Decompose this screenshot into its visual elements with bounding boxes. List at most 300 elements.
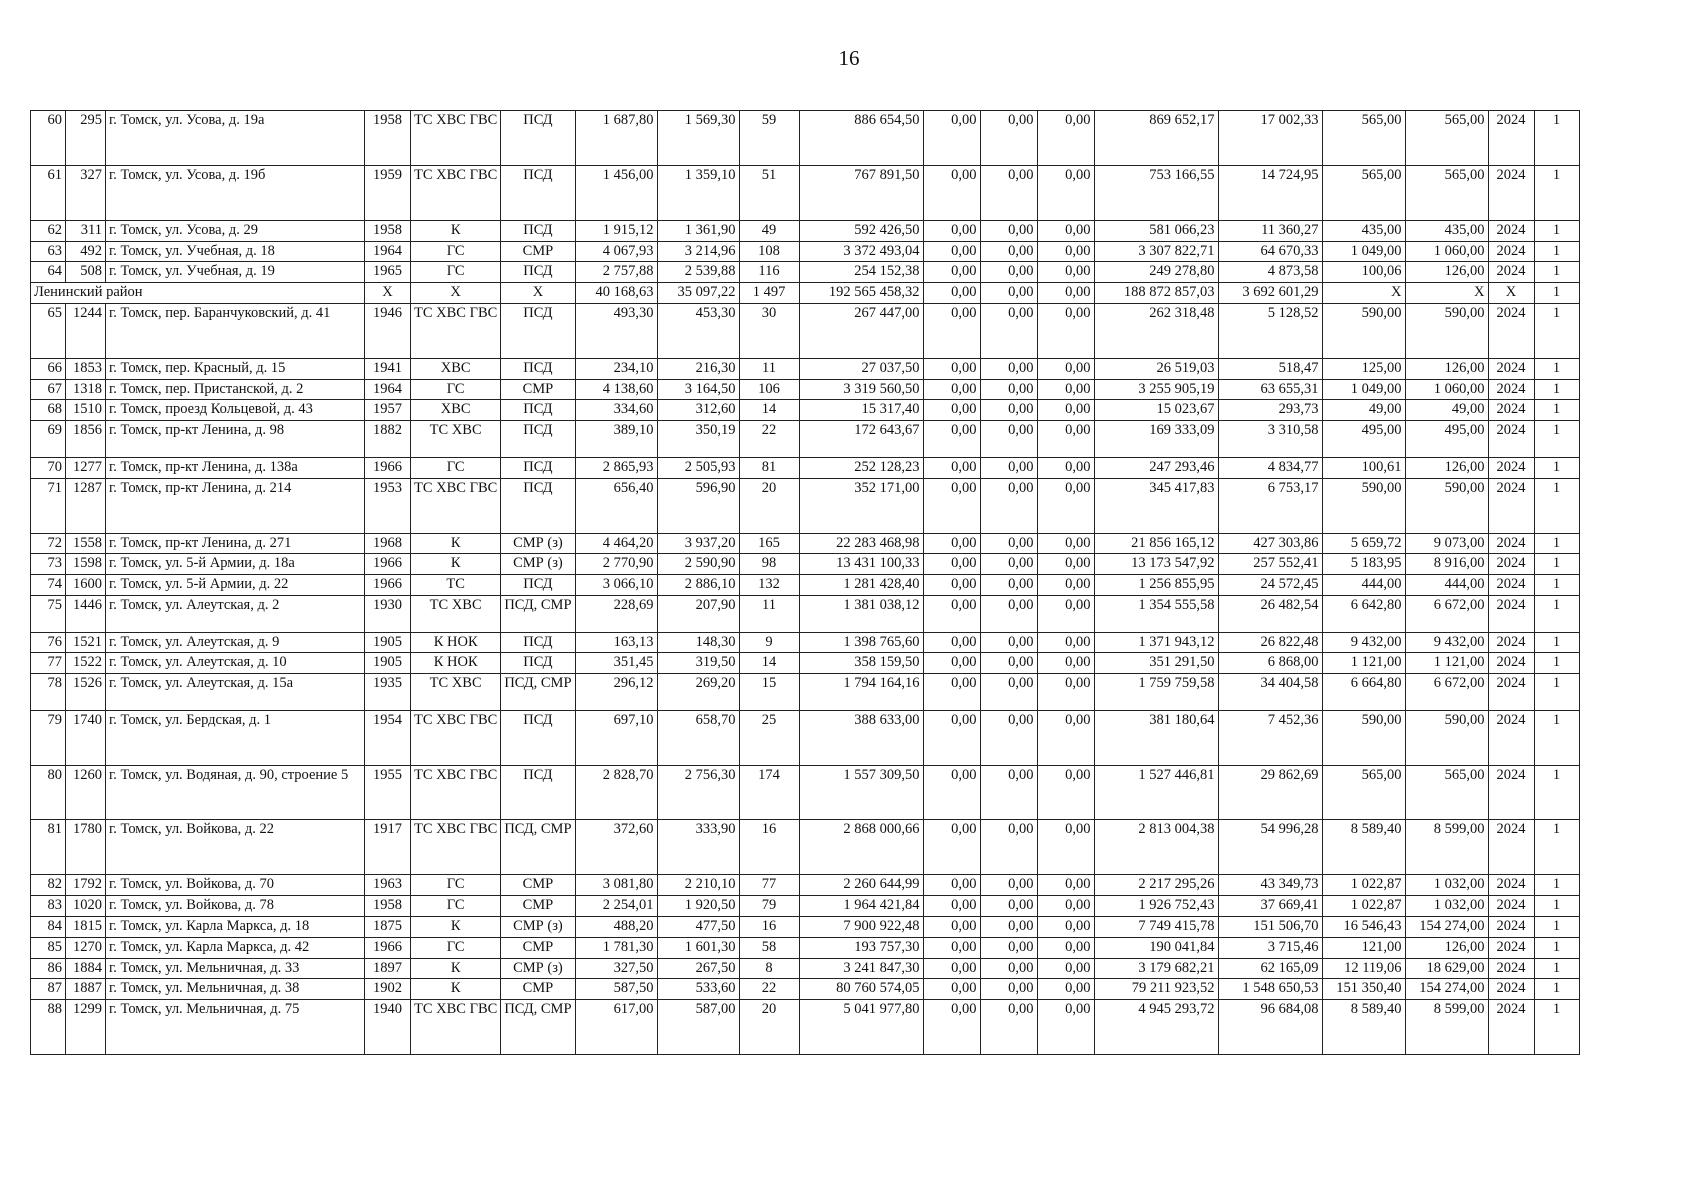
engineering-systems-cell: ГС: [411, 241, 501, 262]
max-cost-cell: 18 629,00: [1405, 958, 1488, 979]
fund-source-1-cell: 0,00: [923, 595, 980, 632]
living-area-cell: 596,90: [657, 478, 739, 533]
house-id-cell: 1887: [66, 979, 106, 1000]
address-cell: г. Томск, ул. Водяная, д. 90, строение 5: [106, 765, 365, 820]
plan-year-cell: 2024: [1488, 820, 1534, 875]
fund-source-3-cell: 0,00: [1037, 710, 1094, 765]
total-cost-cell: 13 431 100,33: [799, 554, 923, 575]
total-cost-cell: 2 260 644,99: [799, 875, 923, 896]
fund-source-1-cell: 0,00: [923, 674, 980, 711]
fund-source-1-cell: 0,00: [923, 379, 980, 400]
living-area-cell: 2 756,30: [657, 765, 739, 820]
engineering-systems-cell: ТС: [411, 575, 501, 596]
engineering-systems-cell: ТС ХВС ГВС: [411, 303, 501, 358]
address-cell: г. Томск, ул. Войкова, д. 70: [106, 875, 365, 896]
max-cost-cell: 154 274,00: [1405, 979, 1488, 1000]
house-id-cell: 1260: [66, 765, 106, 820]
residents-count-cell: 79: [739, 896, 799, 917]
fund-source-2-cell: 0,00: [980, 674, 1037, 711]
work-type-cell: СМР: [501, 979, 575, 1000]
plan-year-cell: 2024: [1488, 575, 1534, 596]
total-area-cell: 2 254,01: [575, 896, 657, 917]
marker-cell: 1: [1534, 358, 1579, 379]
total-area-cell: 493,30: [575, 303, 657, 358]
total-area-cell: 389,10: [575, 421, 657, 458]
fund-source-1-cell: 0,00: [923, 916, 980, 937]
max-cost-cell: 1 060,00: [1405, 379, 1488, 400]
house-id-cell: 1558: [66, 533, 106, 554]
plan-year-cell: 2024: [1488, 457, 1534, 478]
total-area-cell: 372,60: [575, 820, 657, 875]
specific-cost-cell: 121,00: [1322, 937, 1405, 958]
specific-cost-cell: X: [1322, 283, 1405, 304]
fund-source-2-cell: 0,00: [980, 111, 1037, 166]
regional-fund-cell: 2 813 004,38: [1094, 820, 1218, 875]
table-row: [31, 111, 1580, 166]
owners-funds-cell: 26 822,48: [1218, 632, 1322, 653]
fund-source-1-cell: 0,00: [923, 765, 980, 820]
build-year-cell: 1955: [365, 765, 411, 820]
fund-source-3-cell: 0,00: [1037, 937, 1094, 958]
row-number-cell: 83: [31, 896, 66, 917]
total-area-cell: 40 168,63: [575, 283, 657, 304]
table-row: [31, 220, 1580, 241]
total-area-cell: 234,10: [575, 358, 657, 379]
residents-count-cell: 165: [739, 533, 799, 554]
regional-fund-cell: 249 278,80: [1094, 262, 1218, 283]
regional-fund-cell: 2 217 295,26: [1094, 875, 1218, 896]
fund-source-2-cell: 0,00: [980, 421, 1037, 458]
fund-source-1-cell: 0,00: [923, 111, 980, 166]
residents-count-cell: 16: [739, 820, 799, 875]
marker-cell: 1: [1534, 283, 1579, 304]
total-cost-cell: 3 319 560,50: [799, 379, 923, 400]
living-area-cell: 148,30: [657, 632, 739, 653]
specific-cost-cell: 435,00: [1322, 220, 1405, 241]
owners-funds-cell: 293,73: [1218, 400, 1322, 421]
specific-cost-cell: 5 183,95: [1322, 554, 1405, 575]
total-cost-cell: 254 152,38: [799, 262, 923, 283]
residents-count-cell: 15: [739, 674, 799, 711]
address-cell: г. Томск, пер. Баранчуковский, д. 41: [106, 303, 365, 358]
residents-count-cell: 77: [739, 875, 799, 896]
engineering-systems-cell: К: [411, 958, 501, 979]
marker-cell: 1: [1534, 979, 1579, 1000]
fund-source-3-cell: 0,00: [1037, 575, 1094, 596]
row-number-cell: 82: [31, 875, 66, 896]
regional-fund-cell: 351 291,50: [1094, 653, 1218, 674]
total-area-cell: 4 067,93: [575, 241, 657, 262]
engineering-systems-cell: X: [411, 283, 501, 304]
fund-source-2-cell: 0,00: [980, 165, 1037, 220]
table-row: [31, 896, 1580, 917]
owners-funds-cell: 1 548 650,53: [1218, 979, 1322, 1000]
table-row: [31, 165, 1580, 220]
fund-source-2-cell: 0,00: [980, 400, 1037, 421]
fund-source-2-cell: 0,00: [980, 478, 1037, 533]
work-type-cell: СМР: [501, 241, 575, 262]
living-area-cell: 1 920,50: [657, 896, 739, 917]
total-area-cell: 656,40: [575, 478, 657, 533]
engineering-systems-cell: ТС ХВС ГВС: [411, 111, 501, 166]
fund-source-2-cell: 0,00: [980, 1000, 1037, 1055]
max-cost-cell: X: [1405, 283, 1488, 304]
total-cost-cell: 358 159,50: [799, 653, 923, 674]
engineering-systems-cell: ТС ХВС ГВС: [411, 820, 501, 875]
owners-funds-cell: 29 862,69: [1218, 765, 1322, 820]
work-type-cell: ПСД: [501, 710, 575, 765]
regional-fund-cell: 869 652,17: [1094, 111, 1218, 166]
table-row: [31, 533, 1580, 554]
fund-source-3-cell: 0,00: [1037, 421, 1094, 458]
house-id-cell: 1299: [66, 1000, 106, 1055]
row-number-cell: 70: [31, 457, 66, 478]
table-row: [31, 937, 1580, 958]
max-cost-cell: 126,00: [1405, 262, 1488, 283]
row-number-cell: 65: [31, 303, 66, 358]
fund-source-3-cell: 0,00: [1037, 283, 1094, 304]
address-cell: г. Томск, проезд Кольцевой, д. 43: [106, 400, 365, 421]
fund-source-2-cell: 0,00: [980, 937, 1037, 958]
total-cost-cell: 1 557 309,50: [799, 765, 923, 820]
max-cost-cell: 1 121,00: [1405, 653, 1488, 674]
row-number-cell: 88: [31, 1000, 66, 1055]
plan-year-cell: 2024: [1488, 533, 1534, 554]
fund-source-1-cell: 0,00: [923, 400, 980, 421]
marker-cell: 1: [1534, 674, 1579, 711]
row-number-cell: 86: [31, 958, 66, 979]
total-area-cell: 587,50: [575, 979, 657, 1000]
max-cost-cell: 49,00: [1405, 400, 1488, 421]
engineering-systems-cell: ТС ХВС: [411, 421, 501, 458]
living-area-cell: 3 214,96: [657, 241, 739, 262]
living-area-cell: 319,50: [657, 653, 739, 674]
owners-funds-cell: 54 996,28: [1218, 820, 1322, 875]
build-year-cell: 1882: [365, 421, 411, 458]
house-id-cell: 327: [66, 165, 106, 220]
build-year-cell: 1957: [365, 400, 411, 421]
marker-cell: 1: [1534, 575, 1579, 596]
work-type-cell: ПСД: [501, 111, 575, 166]
total-cost-cell: 192 565 458,32: [799, 283, 923, 304]
living-area-cell: 333,90: [657, 820, 739, 875]
living-area-cell: 207,90: [657, 595, 739, 632]
house-id-cell: 1522: [66, 653, 106, 674]
max-cost-cell: 126,00: [1405, 457, 1488, 478]
total-area-cell: 163,13: [575, 632, 657, 653]
build-year-cell: 1897: [365, 958, 411, 979]
owners-funds-cell: 17 002,33: [1218, 111, 1322, 166]
engineering-systems-cell: ТС ХВС ГВС: [411, 1000, 501, 1055]
fund-source-2-cell: 0,00: [980, 241, 1037, 262]
address-cell: г. Томск, ул. Войкова, д. 78: [106, 896, 365, 917]
work-type-cell: ПСД: [501, 653, 575, 674]
work-type-cell: ПСД: [501, 220, 575, 241]
engineering-systems-cell: ТС ХВС ГВС: [411, 478, 501, 533]
work-type-cell: ПСД: [501, 457, 575, 478]
fund-source-3-cell: 0,00: [1037, 554, 1094, 575]
specific-cost-cell: 8 589,40: [1322, 820, 1405, 875]
plan-year-cell: 2024: [1488, 400, 1534, 421]
engineering-systems-cell: ТС ХВС: [411, 595, 501, 632]
total-area-cell: 488,20: [575, 916, 657, 937]
address-cell: г. Томск, ул. 5-й Армии, д. 22: [106, 575, 365, 596]
residents-count-cell: 49: [739, 220, 799, 241]
house-id-cell: 508: [66, 262, 106, 283]
max-cost-cell: 435,00: [1405, 220, 1488, 241]
owners-funds-cell: 3 310,58: [1218, 421, 1322, 458]
total-cost-cell: 80 760 574,05: [799, 979, 923, 1000]
residents-count-cell: 108: [739, 241, 799, 262]
residents-count-cell: 22: [739, 979, 799, 1000]
work-type-cell: ПСД: [501, 262, 575, 283]
engineering-systems-cell: К: [411, 533, 501, 554]
build-year-cell: 1958: [365, 220, 411, 241]
build-year-cell: 1954: [365, 710, 411, 765]
max-cost-cell: 8 916,00: [1405, 554, 1488, 575]
living-area-cell: 312,60: [657, 400, 739, 421]
build-year-cell: 1964: [365, 241, 411, 262]
table-row: [31, 875, 1580, 896]
owners-funds-cell: 6 753,17: [1218, 478, 1322, 533]
fund-source-1-cell: 0,00: [923, 653, 980, 674]
address-cell: г. Томск, ул. Усова, д. 19б: [106, 165, 365, 220]
engineering-systems-cell: ГС: [411, 457, 501, 478]
marker-cell: 1: [1534, 632, 1579, 653]
regional-fund-cell: 1 926 752,43: [1094, 896, 1218, 917]
table-row: [31, 400, 1580, 421]
total-area-cell: 1 781,30: [575, 937, 657, 958]
table-row: [31, 916, 1580, 937]
plan-year-cell: 2024: [1488, 554, 1534, 575]
engineering-systems-cell: ТС ХВС: [411, 674, 501, 711]
house-id-cell: 1287: [66, 478, 106, 533]
row-number-cell: 71: [31, 478, 66, 533]
total-cost-cell: 252 128,23: [799, 457, 923, 478]
address-cell: г. Томск, ул. Учебная, д. 19: [106, 262, 365, 283]
address-cell: г. Томск, ул. Мельничная, д. 75: [106, 1000, 365, 1055]
total-area-cell: 2 757,88: [575, 262, 657, 283]
owners-funds-cell: 43 349,73: [1218, 875, 1322, 896]
fund-source-1-cell: 0,00: [923, 262, 980, 283]
specific-cost-cell: 49,00: [1322, 400, 1405, 421]
residents-count-cell: 116: [739, 262, 799, 283]
max-cost-cell: 9 073,00: [1405, 533, 1488, 554]
fund-source-3-cell: 0,00: [1037, 220, 1094, 241]
regional-fund-cell: 190 041,84: [1094, 937, 1218, 958]
marker-cell: 1: [1534, 653, 1579, 674]
specific-cost-cell: 1 049,00: [1322, 241, 1405, 262]
total-cost-cell: 267 447,00: [799, 303, 923, 358]
plan-year-cell: 2024: [1488, 111, 1534, 166]
owners-funds-cell: 518,47: [1218, 358, 1322, 379]
address-cell: г. Томск, пр-кт Ленина, д. 271: [106, 533, 365, 554]
total-cost-cell: 1 381 038,12: [799, 595, 923, 632]
fund-source-3-cell: 0,00: [1037, 979, 1094, 1000]
plan-year-cell: 2024: [1488, 595, 1534, 632]
specific-cost-cell: 151 350,40: [1322, 979, 1405, 1000]
house-id-cell: 1270: [66, 937, 106, 958]
house-id-cell: 1856: [66, 421, 106, 458]
owners-funds-cell: 14 724,95: [1218, 165, 1322, 220]
total-area-cell: 3 081,80: [575, 875, 657, 896]
owners-funds-cell: 427 303,86: [1218, 533, 1322, 554]
fund-source-2-cell: 0,00: [980, 820, 1037, 875]
row-number-cell: 84: [31, 916, 66, 937]
max-cost-cell: 6 672,00: [1405, 595, 1488, 632]
plan-year-cell: 2024: [1488, 875, 1534, 896]
plan-year-cell: 2024: [1488, 358, 1534, 379]
living-area-cell: 267,50: [657, 958, 739, 979]
specific-cost-cell: 6 642,80: [1322, 595, 1405, 632]
living-area-cell: 477,50: [657, 916, 739, 937]
plan-year-cell: 2024: [1488, 710, 1534, 765]
fund-source-2-cell: 0,00: [980, 303, 1037, 358]
living-area-cell: 587,00: [657, 1000, 739, 1055]
plan-year-cell: 2024: [1488, 1000, 1534, 1055]
engineering-systems-cell: К: [411, 554, 501, 575]
residents-count-cell: 14: [739, 400, 799, 421]
total-cost-cell: 7 900 922,48: [799, 916, 923, 937]
residents-count-cell: 106: [739, 379, 799, 400]
specific-cost-cell: 16 546,43: [1322, 916, 1405, 937]
row-number-cell: 64: [31, 262, 66, 283]
build-year-cell: 1963: [365, 875, 411, 896]
regional-fund-cell: 7 749 415,78: [1094, 916, 1218, 937]
house-id-cell: 1792: [66, 875, 106, 896]
regional-fund-cell: 262 318,48: [1094, 303, 1218, 358]
fund-source-1-cell: 0,00: [923, 575, 980, 596]
marker-cell: 1: [1534, 421, 1579, 458]
max-cost-cell: 9 432,00: [1405, 632, 1488, 653]
engineering-systems-cell: ГС: [411, 875, 501, 896]
regional-fund-cell: 1 354 555,58: [1094, 595, 1218, 632]
build-year-cell: 1953: [365, 478, 411, 533]
owners-funds-cell: 4 834,77: [1218, 457, 1322, 478]
build-year-cell: 1964: [365, 379, 411, 400]
regional-fund-cell: 15 023,67: [1094, 400, 1218, 421]
work-type-cell: ПСД: [501, 358, 575, 379]
marker-cell: 1: [1534, 916, 1579, 937]
table-row: [31, 358, 1580, 379]
total-area-cell: 2 770,90: [575, 554, 657, 575]
owners-funds-cell: 151 506,70: [1218, 916, 1322, 937]
max-cost-cell: 590,00: [1405, 710, 1488, 765]
total-cost-cell: 767 891,50: [799, 165, 923, 220]
total-cost-cell: 886 654,50: [799, 111, 923, 166]
total-cost-cell: 2 868 000,66: [799, 820, 923, 875]
build-year-cell: 1966: [365, 457, 411, 478]
regional-fund-cell: 3 307 822,71: [1094, 241, 1218, 262]
residents-count-cell: 8: [739, 958, 799, 979]
address-cell: г. Томск, ул. Усова, д. 29: [106, 220, 365, 241]
living-area-cell: 1 601,30: [657, 937, 739, 958]
owners-funds-cell: 5 128,52: [1218, 303, 1322, 358]
housing-repair-table: [30, 110, 1580, 1055]
total-area-cell: 334,60: [575, 400, 657, 421]
fund-source-3-cell: 0,00: [1037, 262, 1094, 283]
specific-cost-cell: 1 049,00: [1322, 379, 1405, 400]
living-area-cell: 2 886,10: [657, 575, 739, 596]
fund-source-2-cell: 0,00: [980, 554, 1037, 575]
house-id-cell: 1244: [66, 303, 106, 358]
max-cost-cell: 1 032,00: [1405, 875, 1488, 896]
specific-cost-cell: 100,06: [1322, 262, 1405, 283]
marker-cell: 1: [1534, 220, 1579, 241]
engineering-systems-cell: ТС ХВС ГВС: [411, 710, 501, 765]
max-cost-cell: 8 599,00: [1405, 820, 1488, 875]
address-cell: г. Томск, ул. Усова, д. 19а: [106, 111, 365, 166]
row-number-cell: 75: [31, 595, 66, 632]
build-year-cell: 1966: [365, 554, 411, 575]
row-number-cell: 66: [31, 358, 66, 379]
marker-cell: 1: [1534, 875, 1579, 896]
living-area-cell: 216,30: [657, 358, 739, 379]
fund-source-3-cell: 0,00: [1037, 457, 1094, 478]
living-area-cell: 1 359,10: [657, 165, 739, 220]
house-id-cell: 1815: [66, 916, 106, 937]
plan-year-cell: 2024: [1488, 958, 1534, 979]
build-year-cell: 1917: [365, 820, 411, 875]
engineering-systems-cell: К: [411, 220, 501, 241]
specific-cost-cell: 6 664,80: [1322, 674, 1405, 711]
specific-cost-cell: 590,00: [1322, 710, 1405, 765]
plan-year-cell: 2024: [1488, 478, 1534, 533]
work-type-cell: СМР: [501, 875, 575, 896]
fund-source-2-cell: 0,00: [980, 575, 1037, 596]
specific-cost-cell: 1 022,87: [1322, 896, 1405, 917]
specific-cost-cell: 5 659,72: [1322, 533, 1405, 554]
owners-funds-cell: 3 715,46: [1218, 937, 1322, 958]
total-cost-cell: 1 794 164,16: [799, 674, 923, 711]
total-cost-cell: 3 372 493,04: [799, 241, 923, 262]
work-type-cell: ПСД: [501, 165, 575, 220]
fund-source-3-cell: 0,00: [1037, 358, 1094, 379]
residents-count-cell: 81: [739, 457, 799, 478]
max-cost-cell: 565,00: [1405, 111, 1488, 166]
marker-cell: 1: [1534, 1000, 1579, 1055]
plan-year-cell: 2024: [1488, 303, 1534, 358]
total-cost-cell: 1 964 421,84: [799, 896, 923, 917]
table-row: [31, 674, 1580, 711]
specific-cost-cell: 590,00: [1322, 478, 1405, 533]
house-id-cell: 1318: [66, 379, 106, 400]
engineering-systems-cell: К НОК: [411, 653, 501, 674]
address-cell: г. Томск, пр-кт Ленина, д. 98: [106, 421, 365, 458]
specific-cost-cell: 9 432,00: [1322, 632, 1405, 653]
regional-fund-cell: 169 333,09: [1094, 421, 1218, 458]
engineering-systems-cell: К НОК: [411, 632, 501, 653]
work-type-cell: ПСД, СМР: [501, 674, 575, 711]
fund-source-3-cell: 0,00: [1037, 820, 1094, 875]
fund-source-2-cell: 0,00: [980, 958, 1037, 979]
total-area-cell: 327,50: [575, 958, 657, 979]
plan-year-cell: X: [1488, 283, 1534, 304]
build-year-cell: 1959: [365, 165, 411, 220]
row-number-cell: 76: [31, 632, 66, 653]
fund-source-2-cell: 0,00: [980, 765, 1037, 820]
fund-source-1-cell: 0,00: [923, 1000, 980, 1055]
specific-cost-cell: 590,00: [1322, 303, 1405, 358]
work-type-cell: ПСД: [501, 303, 575, 358]
plan-year-cell: 2024: [1488, 632, 1534, 653]
work-type-cell: ПСД: [501, 400, 575, 421]
total-cost-cell: 27 037,50: [799, 358, 923, 379]
fund-source-1-cell: 0,00: [923, 979, 980, 1000]
total-area-cell: 2 865,93: [575, 457, 657, 478]
address-cell: г. Томск, ул. Алеутская, д. 2: [106, 595, 365, 632]
fund-source-3-cell: 0,00: [1037, 674, 1094, 711]
